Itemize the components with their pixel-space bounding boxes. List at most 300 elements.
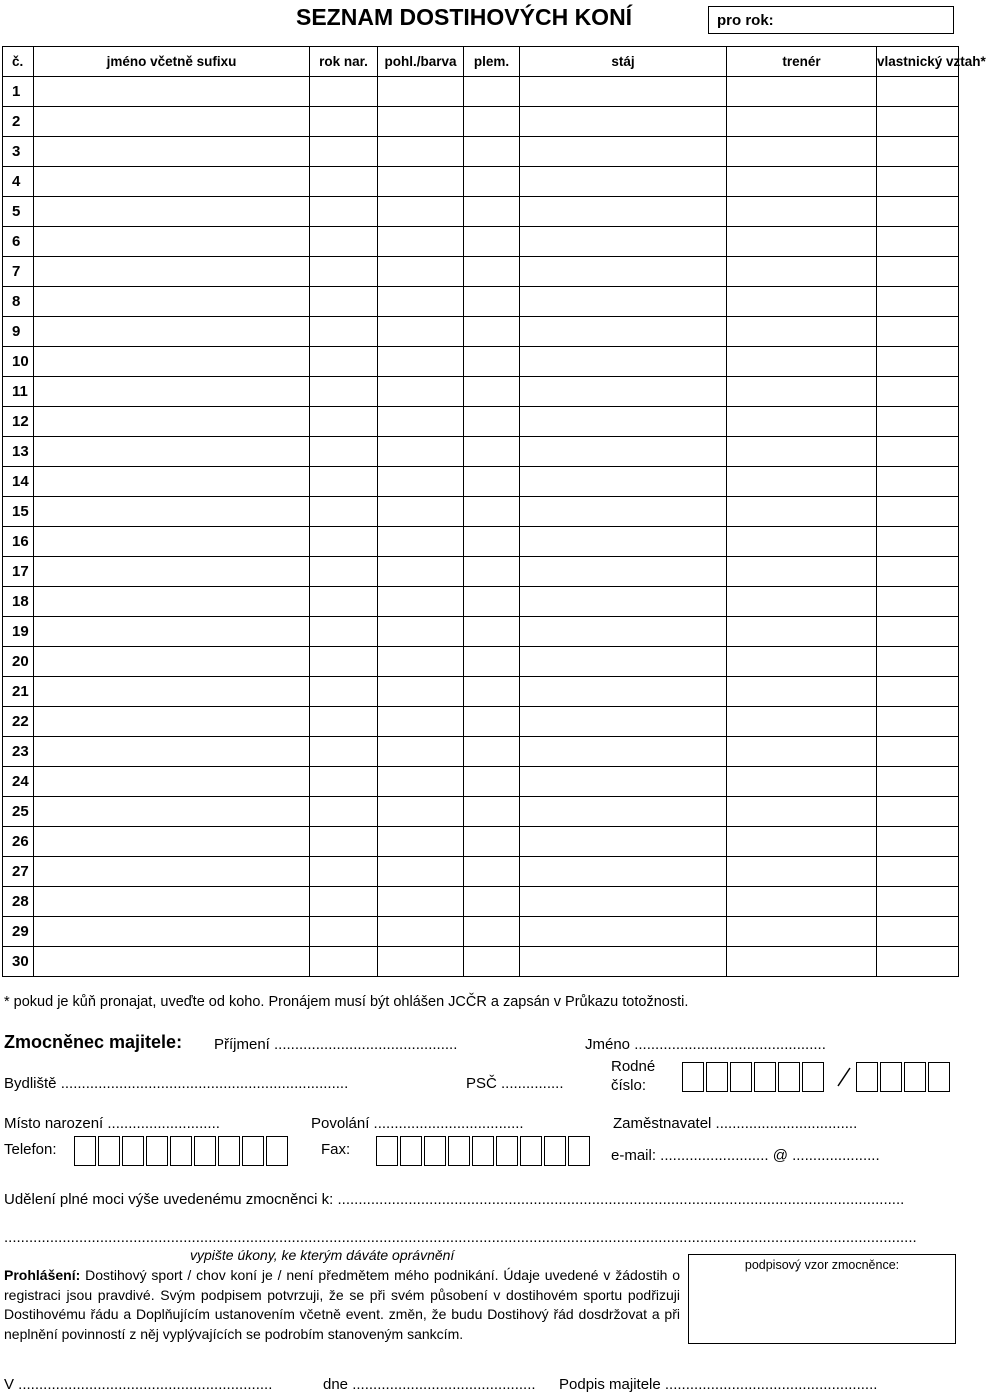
place-field[interactable]: V ............................................................. bbox=[4, 1376, 273, 1393]
table-cell[interactable] bbox=[727, 437, 877, 467]
table-cell[interactable] bbox=[877, 107, 959, 137]
table-cell[interactable] bbox=[378, 347, 464, 377]
column-header: pohl./barva bbox=[378, 47, 464, 77]
table-cell[interactable] bbox=[310, 767, 378, 797]
table-cell[interactable] bbox=[520, 677, 727, 707]
table-cell[interactable] bbox=[520, 467, 727, 497]
table-cell[interactable] bbox=[34, 797, 310, 827]
table-cell[interactable] bbox=[378, 797, 464, 827]
table-header-row bbox=[3, 47, 959, 77]
table-cell[interactable] bbox=[34, 647, 310, 677]
table-row bbox=[3, 227, 959, 257]
table-cell[interactable] bbox=[310, 857, 378, 887]
table-cell[interactable] bbox=[520, 917, 727, 947]
table-cell[interactable] bbox=[727, 377, 877, 407]
table-cell[interactable] bbox=[464, 197, 520, 227]
table-cell[interactable] bbox=[520, 167, 727, 197]
table-cell[interactable] bbox=[34, 737, 310, 767]
table-cell[interactable] bbox=[310, 407, 378, 437]
row-number: 17 bbox=[3, 557, 34, 587]
table-cell[interactable] bbox=[34, 167, 310, 197]
table-cell[interactable] bbox=[310, 287, 378, 317]
owner-signature-field[interactable]: Podpis majitele ................................................... bbox=[559, 1376, 878, 1393]
table-cell[interactable] bbox=[727, 887, 877, 917]
table-cell[interactable] bbox=[378, 527, 464, 557]
table-cell[interactable] bbox=[378, 887, 464, 917]
email-field[interactable]: e-mail: .......................... @ ..................... bbox=[611, 1147, 880, 1164]
table-cell[interactable] bbox=[378, 587, 464, 617]
table-cell[interactable] bbox=[877, 317, 959, 347]
table-cell[interactable] bbox=[520, 527, 727, 557]
table-cell[interactable] bbox=[520, 257, 727, 287]
table-cell[interactable] bbox=[727, 677, 877, 707]
table-row bbox=[3, 797, 959, 827]
table-cell[interactable] bbox=[464, 257, 520, 287]
table-cell[interactable] bbox=[310, 677, 378, 707]
table-cell[interactable] bbox=[520, 797, 727, 827]
table-cell[interactable] bbox=[378, 377, 464, 407]
table-cell[interactable] bbox=[310, 917, 378, 947]
table-cell[interactable] bbox=[877, 527, 959, 557]
table-cell[interactable] bbox=[877, 617, 959, 647]
table-row bbox=[3, 677, 959, 707]
table-cell[interactable] bbox=[34, 887, 310, 917]
table-row bbox=[3, 917, 959, 947]
table-cell[interactable] bbox=[727, 287, 877, 317]
table-cell[interactable] bbox=[34, 617, 310, 647]
table-cell[interactable] bbox=[378, 707, 464, 737]
table-cell[interactable] bbox=[464, 707, 520, 737]
table-cell[interactable] bbox=[378, 437, 464, 467]
table-cell[interactable] bbox=[310, 887, 378, 917]
table-cell[interactable] bbox=[464, 647, 520, 677]
table-cell[interactable] bbox=[464, 347, 520, 377]
table-row bbox=[3, 737, 959, 767]
table-row bbox=[3, 77, 959, 107]
table-cell[interactable] bbox=[310, 437, 378, 467]
table-cell[interactable] bbox=[877, 947, 959, 977]
table-cell[interactable] bbox=[34, 107, 310, 137]
table-cell[interactable] bbox=[464, 137, 520, 167]
table-cell[interactable] bbox=[378, 647, 464, 677]
table-cell[interactable] bbox=[34, 587, 310, 617]
column-header: rok nar. bbox=[310, 47, 378, 77]
table-cell[interactable] bbox=[378, 167, 464, 197]
table-cell[interactable] bbox=[310, 167, 378, 197]
table-cell[interactable] bbox=[520, 317, 727, 347]
table-cell[interactable] bbox=[34, 317, 310, 347]
row-number: 24 bbox=[3, 767, 34, 797]
table-cell[interactable] bbox=[520, 107, 727, 137]
table-cell[interactable] bbox=[378, 467, 464, 497]
table-cell[interactable] bbox=[310, 737, 378, 767]
table-cell[interactable] bbox=[34, 227, 310, 257]
table-cell[interactable] bbox=[378, 317, 464, 347]
table-cell[interactable] bbox=[877, 647, 959, 677]
row-number: 12 bbox=[3, 407, 34, 437]
row-number: 20 bbox=[3, 647, 34, 677]
table-cell[interactable] bbox=[310, 137, 378, 167]
table-cell[interactable] bbox=[310, 947, 378, 977]
table-row bbox=[3, 257, 959, 287]
table-cell[interactable] bbox=[877, 737, 959, 767]
table-cell[interactable] bbox=[310, 317, 378, 347]
table-cell[interactable] bbox=[877, 347, 959, 377]
table-cell[interactable] bbox=[877, 857, 959, 887]
table-cell[interactable] bbox=[378, 227, 464, 257]
table-cell[interactable] bbox=[520, 557, 727, 587]
table-cell[interactable] bbox=[877, 557, 959, 587]
table-cell[interactable] bbox=[378, 857, 464, 887]
table-cell[interactable] bbox=[727, 917, 877, 947]
table-cell[interactable] bbox=[464, 467, 520, 497]
table-cell[interactable] bbox=[727, 497, 877, 527]
table-cell[interactable] bbox=[310, 587, 378, 617]
table-cell[interactable] bbox=[877, 167, 959, 197]
table-cell[interactable] bbox=[464, 797, 520, 827]
table-row bbox=[3, 497, 959, 527]
table-cell[interactable] bbox=[464, 227, 520, 257]
table-cell[interactable] bbox=[34, 947, 310, 977]
table-cell[interactable] bbox=[520, 77, 727, 107]
table-row bbox=[3, 707, 959, 737]
bydliste-field[interactable]: Bydliště ..................................................................... bbox=[4, 1075, 349, 1092]
page-title: SEZNAM DOSTIHOVÝCH KONÍ bbox=[296, 4, 633, 30]
table-cell[interactable] bbox=[378, 497, 464, 527]
fax-boxes[interactable] bbox=[376, 1136, 592, 1166]
table-cell[interactable] bbox=[378, 737, 464, 767]
table-cell[interactable] bbox=[877, 797, 959, 827]
table-cell[interactable] bbox=[877, 437, 959, 467]
column-header: vlastnický vztah* bbox=[877, 47, 959, 77]
table-cell[interactable] bbox=[727, 557, 877, 587]
table-cell[interactable] bbox=[727, 227, 877, 257]
table-cell[interactable] bbox=[727, 707, 877, 737]
table-cell[interactable] bbox=[378, 617, 464, 647]
table-cell[interactable] bbox=[310, 557, 378, 587]
udeleni-field[interactable]: Udělení plné moci výše uvedenému zmocněnci k: ........................................................................................................................................ bbox=[4, 1191, 905, 1208]
row-number: 5 bbox=[3, 197, 34, 227]
telefon-label: Telefon: bbox=[4, 1141, 57, 1158]
table-cell[interactable] bbox=[34, 767, 310, 797]
table-cell[interactable] bbox=[464, 557, 520, 587]
row-number: 14 bbox=[3, 467, 34, 497]
declaration-text: Dostihový sport / chov koní je / není předmětem mého podnikání. Údaje uvedené v žádostih o registraci jsou pravdivé. Svým podpisem potvrzuji, že se při svém působení v dostihovém sportu podřizuji Dostihovému řádu a Doplňujícím ustanovením včetně event. změn, že budu Dostihový řád dosdržovat a při neplnění povinností z něj vyplývajících se podrobím stanoveným sankcím. bbox=[4, 1267, 680, 1342]
jmeno-field[interactable]: Jméno .............................................. bbox=[585, 1036, 826, 1053]
table-cell[interactable] bbox=[877, 497, 959, 527]
table-cell[interactable] bbox=[727, 767, 877, 797]
table-cell[interactable] bbox=[520, 497, 727, 527]
rodne-cislo-boxes-b[interactable] bbox=[856, 1062, 952, 1092]
rodne-cislo-boxes-a[interactable] bbox=[682, 1062, 826, 1092]
column-header: jméno včetně sufixu bbox=[34, 47, 310, 77]
table-cell[interactable] bbox=[34, 377, 310, 407]
table-cell[interactable] bbox=[727, 947, 877, 977]
table-cell[interactable] bbox=[34, 137, 310, 167]
table-cell[interactable] bbox=[520, 737, 727, 767]
declaration bbox=[4, 1266, 680, 1344]
table-cell[interactable] bbox=[34, 407, 310, 437]
table-row bbox=[3, 857, 959, 887]
table-cell[interactable] bbox=[520, 647, 727, 677]
row-number: 13 bbox=[3, 437, 34, 467]
declaration-label: Prohlášení: bbox=[4, 1267, 81, 1283]
table-cell[interactable] bbox=[520, 227, 727, 257]
table-cell[interactable] bbox=[727, 467, 877, 497]
table-cell[interactable] bbox=[727, 827, 877, 857]
row-number: 22 bbox=[3, 707, 34, 737]
povolani-field[interactable]: Povolání .................................... bbox=[311, 1115, 524, 1132]
table-cell[interactable] bbox=[378, 77, 464, 107]
row-number: 19 bbox=[3, 617, 34, 647]
table-cell[interactable] bbox=[727, 317, 877, 347]
horse-table bbox=[2, 46, 986, 977]
table-cell[interactable] bbox=[34, 707, 310, 737]
row-number: 1 bbox=[3, 77, 34, 107]
table-cell[interactable] bbox=[464, 887, 520, 917]
table-cell[interactable] bbox=[464, 287, 520, 317]
table-cell[interactable] bbox=[34, 287, 310, 317]
table-cell[interactable] bbox=[727, 257, 877, 287]
table-cell[interactable] bbox=[464, 497, 520, 527]
table-cell[interactable] bbox=[877, 227, 959, 257]
table-cell[interactable] bbox=[310, 617, 378, 647]
table-row bbox=[3, 887, 959, 917]
table-cell[interactable] bbox=[34, 257, 310, 287]
table-cell[interactable] bbox=[520, 197, 727, 227]
table-cell[interactable] bbox=[34, 827, 310, 857]
table-cell[interactable] bbox=[378, 137, 464, 167]
table-cell[interactable] bbox=[520, 587, 727, 617]
table-row bbox=[3, 557, 959, 587]
table-row bbox=[3, 317, 959, 347]
row-number: 6 bbox=[3, 227, 34, 257]
table-row bbox=[3, 587, 959, 617]
signature-box[interactable]: podpisový vzor zmocněnce: bbox=[688, 1254, 956, 1344]
table-row bbox=[3, 617, 959, 647]
table-row bbox=[3, 167, 959, 197]
table-row bbox=[3, 407, 959, 437]
row-number: 9 bbox=[3, 317, 34, 347]
udeleni-continuation[interactable]: ........................................................................................................................................................................................................................... bbox=[4, 1229, 917, 1246]
table-cell[interactable] bbox=[877, 137, 959, 167]
table-cell[interactable] bbox=[877, 887, 959, 917]
telefon-boxes[interactable] bbox=[74, 1136, 290, 1166]
row-number: 2 bbox=[3, 107, 34, 137]
row-number: 30 bbox=[3, 947, 34, 977]
table-cell[interactable] bbox=[34, 497, 310, 527]
table-row bbox=[3, 467, 959, 497]
table-row bbox=[3, 347, 959, 377]
row-number: 8 bbox=[3, 287, 34, 317]
table-cell[interactable] bbox=[310, 377, 378, 407]
column-header: trenér bbox=[727, 47, 877, 77]
table-cell[interactable] bbox=[877, 467, 959, 497]
table-cell[interactable] bbox=[310, 227, 378, 257]
table-cell[interactable] bbox=[378, 917, 464, 947]
table-cell[interactable] bbox=[34, 197, 310, 227]
table-cell[interactable] bbox=[877, 917, 959, 947]
table-cell[interactable] bbox=[464, 857, 520, 887]
table-cell[interactable] bbox=[727, 107, 877, 137]
table-cell[interactable] bbox=[464, 407, 520, 437]
row-number: 21 bbox=[3, 677, 34, 707]
table-cell[interactable] bbox=[310, 797, 378, 827]
table-cell[interactable] bbox=[464, 617, 520, 647]
row-number: 18 bbox=[3, 587, 34, 617]
table-cell[interactable] bbox=[378, 107, 464, 137]
table-cell[interactable] bbox=[378, 197, 464, 227]
table-cell[interactable] bbox=[520, 827, 727, 857]
table-cell[interactable] bbox=[378, 767, 464, 797]
zamestnavatel-field[interactable]: Zaměstnavatel .................................. bbox=[613, 1115, 858, 1132]
table-cell[interactable] bbox=[34, 347, 310, 377]
table-cell[interactable] bbox=[727, 197, 877, 227]
table-cell[interactable] bbox=[877, 407, 959, 437]
table-cell[interactable] bbox=[310, 707, 378, 737]
table-cell[interactable] bbox=[520, 407, 727, 437]
table-cell[interactable] bbox=[727, 587, 877, 617]
table-cell[interactable] bbox=[464, 677, 520, 707]
table-cell[interactable] bbox=[310, 257, 378, 287]
table-cell[interactable] bbox=[727, 77, 877, 107]
table-cell[interactable] bbox=[378, 827, 464, 857]
footnote: * pokud je kůň pronajat, uveďte od koho. Pronájem musí být ohlášen JCČR a zapsán v Průkazu totožnosti. bbox=[4, 994, 689, 1010]
table-cell[interactable] bbox=[464, 947, 520, 977]
table-cell[interactable] bbox=[34, 857, 310, 887]
misto-narozeni-field[interactable]: Místo narození ........................... bbox=[4, 1115, 220, 1132]
table-cell[interactable] bbox=[34, 437, 310, 467]
table-cell[interactable] bbox=[727, 167, 877, 197]
table-cell[interactable] bbox=[310, 467, 378, 497]
row-number: 7 bbox=[3, 257, 34, 287]
table-cell[interactable] bbox=[464, 587, 520, 617]
table-row bbox=[3, 527, 959, 557]
table-cell[interactable] bbox=[464, 167, 520, 197]
table-cell[interactable] bbox=[877, 257, 959, 287]
table-cell[interactable] bbox=[464, 77, 520, 107]
table-cell[interactable] bbox=[464, 377, 520, 407]
psc-field[interactable]: PSČ ............... bbox=[466, 1075, 564, 1092]
table-cell[interactable] bbox=[464, 437, 520, 467]
table-cell[interactable] bbox=[310, 347, 378, 377]
row-number: 4 bbox=[3, 167, 34, 197]
table-cell[interactable] bbox=[727, 857, 877, 887]
table-cell[interactable] bbox=[727, 797, 877, 827]
table-cell[interactable] bbox=[378, 557, 464, 587]
column-header: stáj bbox=[520, 47, 727, 77]
table-cell[interactable] bbox=[378, 677, 464, 707]
agent-heading: Zmocněnec majitele: bbox=[4, 1032, 183, 1052]
column-header: č. bbox=[3, 47, 34, 77]
table-cell[interactable] bbox=[877, 287, 959, 317]
table-cell[interactable] bbox=[520, 347, 727, 377]
date-field[interactable]: dne ............................................ bbox=[323, 1376, 536, 1393]
table-cell[interactable] bbox=[727, 647, 877, 677]
table-row bbox=[3, 377, 959, 407]
table-cell[interactable] bbox=[464, 917, 520, 947]
table-cell[interactable] bbox=[877, 707, 959, 737]
table-cell[interactable] bbox=[877, 197, 959, 227]
table-cell[interactable] bbox=[520, 437, 727, 467]
table-cell[interactable] bbox=[34, 77, 310, 107]
table-cell[interactable] bbox=[34, 557, 310, 587]
pro-rok-field[interactable]: pro rok: bbox=[708, 6, 954, 34]
table-cell[interactable] bbox=[378, 407, 464, 437]
table-cell[interactable] bbox=[520, 707, 727, 737]
table-cell[interactable] bbox=[520, 287, 727, 317]
table-cell[interactable] bbox=[310, 527, 378, 557]
table-cell[interactable] bbox=[34, 467, 310, 497]
table-cell[interactable] bbox=[727, 617, 877, 647]
table-cell[interactable] bbox=[464, 527, 520, 557]
table-row bbox=[3, 647, 959, 677]
row-number: 16 bbox=[3, 527, 34, 557]
table-cell[interactable] bbox=[378, 947, 464, 977]
table-row bbox=[3, 137, 959, 167]
table-cell[interactable] bbox=[310, 77, 378, 107]
row-number: 25 bbox=[3, 797, 34, 827]
table-cell[interactable] bbox=[310, 497, 378, 527]
row-number: 11 bbox=[3, 377, 34, 407]
table-row bbox=[3, 287, 959, 317]
table-cell[interactable] bbox=[378, 287, 464, 317]
table-cell[interactable] bbox=[310, 197, 378, 227]
table-cell[interactable] bbox=[727, 737, 877, 767]
table-cell[interactable] bbox=[520, 887, 727, 917]
table-cell[interactable] bbox=[727, 407, 877, 437]
row-number: 27 bbox=[3, 857, 34, 887]
table-cell[interactable] bbox=[464, 827, 520, 857]
table-cell[interactable] bbox=[877, 377, 959, 407]
table-cell[interactable] bbox=[310, 107, 378, 137]
table-cell[interactable] bbox=[310, 827, 378, 857]
table-cell[interactable] bbox=[877, 767, 959, 797]
table-cell[interactable] bbox=[464, 737, 520, 767]
table-cell[interactable] bbox=[877, 677, 959, 707]
table-cell[interactable] bbox=[520, 767, 727, 797]
fax-label: Fax: bbox=[321, 1141, 351, 1158]
table-cell[interactable] bbox=[727, 347, 877, 377]
table-cell[interactable] bbox=[877, 77, 959, 107]
vypiste-hint: vypište úkony, ke kterým dáváte oprávnění bbox=[190, 1247, 455, 1263]
table-row bbox=[3, 947, 959, 977]
prijmeni-field[interactable]: Příjmení ............................................ bbox=[214, 1036, 458, 1053]
table-cell[interactable] bbox=[34, 917, 310, 947]
table-cell[interactable] bbox=[877, 587, 959, 617]
row-number: 29 bbox=[3, 917, 34, 947]
table-cell[interactable] bbox=[34, 527, 310, 557]
table-cell[interactable] bbox=[464, 107, 520, 137]
table-cell[interactable] bbox=[464, 767, 520, 797]
table-cell[interactable] bbox=[378, 257, 464, 287]
table-cell[interactable] bbox=[520, 617, 727, 647]
table-cell[interactable] bbox=[727, 527, 877, 557]
table-row bbox=[3, 197, 959, 227]
table-cell[interactable] bbox=[464, 317, 520, 347]
table-cell[interactable] bbox=[34, 677, 310, 707]
row-number: 3 bbox=[3, 137, 34, 167]
table-cell[interactable] bbox=[727, 137, 877, 167]
table-cell[interactable] bbox=[310, 647, 378, 677]
table-cell[interactable] bbox=[520, 857, 727, 887]
rodne-label: Rodné bbox=[611, 1058, 656, 1075]
table-cell[interactable] bbox=[520, 947, 727, 977]
row-number: 15 bbox=[3, 497, 34, 527]
table-cell[interactable] bbox=[520, 137, 727, 167]
table-cell[interactable] bbox=[520, 377, 727, 407]
table-cell[interactable] bbox=[877, 827, 959, 857]
